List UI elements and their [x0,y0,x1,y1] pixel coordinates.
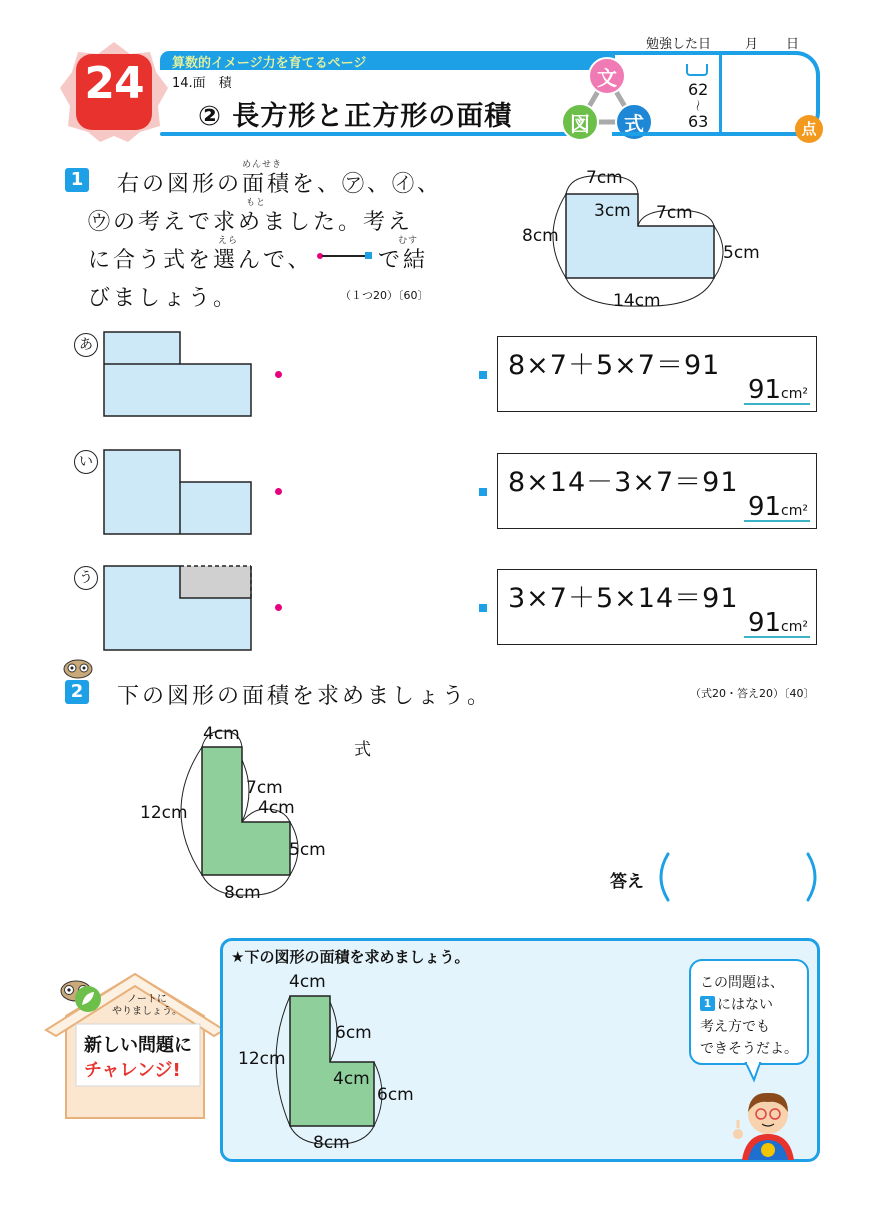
option-u-left-dot[interactable] [275,604,282,611]
q2-label-left: 12cm [140,803,188,823]
day-label: 日 [786,37,800,52]
q2-formula-label: 式 [354,740,371,760]
score-label: 点 [801,120,817,138]
equation-box-3 [497,569,817,645]
q1-label-left: 8cm [522,226,559,246]
hero-character [728,1086,808,1160]
title-underline [160,132,580,136]
equation-2: 8×14－3×7＝91 [508,467,739,498]
connector-sample [317,250,373,262]
triad-bun: 文 [597,66,617,90]
q2-label-bottom: 8cm [224,883,261,903]
q2-answer-field[interactable] [654,850,824,904]
option-u-figure [103,564,255,654]
bubble-line1: この問題は、 [700,975,784,991]
ruby-moto: もと [246,198,267,208]
option-i-left-dot[interactable] [275,488,282,495]
bubble-ref: 1 [703,997,712,1010]
challenge-note: ノートに やりましょう。 [112,994,182,1017]
q1-line2: ㋒の考えで求めました。考え [88,210,414,235]
page-ref-sep: ～ [690,99,705,112]
challenge-label-inner-top: 4cm [333,1069,370,1089]
bubble-line3: 考え方でも [700,1019,770,1035]
challenge-label-bottom: 8cm [313,1133,350,1153]
q1-line1: 右の図形の面積を、㋐、㋑、 [117,172,443,197]
month-label: 月 [745,37,759,52]
leaf-icon [74,985,102,1013]
q1-number: 1 [70,169,84,190]
equation-1: 8×7＋5×7＝91 [508,350,721,381]
page-title: ② 長方形と正方形の面積 [198,101,513,132]
q1-label-right: 5cm [723,243,760,263]
challenge-figure-shape [290,996,374,1126]
header [0,0,879,150]
equation-1-answer: 91cm² [747,375,808,405]
ruby-menseki: めんせき [242,160,283,170]
bubble-line2: にはない [717,997,773,1013]
triad-shiki: 式 [624,112,644,136]
challenge-label-right: 6cm [377,1085,414,1105]
q2-points: （式20・答え20）〔40〕 [690,687,815,700]
option-i-label: い [74,450,98,474]
q2-label-inner-right: 7cm [246,778,283,798]
q1-label-bottom: 14cm [613,291,661,311]
q2-number: 2 [70,681,84,702]
q2-text: 下の図形の面積を求めましょう。 [117,684,493,709]
option-i-figure [103,448,255,538]
option-a-label: あ [74,333,98,357]
option-u-right-dot[interactable] [479,604,487,612]
chapter-label: 14.面 積 [172,76,232,91]
option-u-label: う [74,566,98,590]
option-a-left-dot[interactable] [275,371,282,378]
q1-points: （１つ20）〔60〕 [340,289,429,302]
q2-label-right: 5cm [289,840,326,860]
q2-label-inner-top: 4cm [258,798,295,818]
q1-line3-end: で結 [378,248,429,273]
challenge-prompt: ★下の図形の面積を求めましょう。 [231,948,470,966]
equation-box-2 [497,453,817,529]
challenge-label-top: 4cm [289,972,326,992]
equation-2-answer: 91cm² [747,492,808,522]
q1-label-top: 7cm [586,168,623,188]
q1-label-inner-top: 7cm [656,203,693,223]
unit-number: 24 [84,58,144,109]
bubble-line4: できそうだよ。 [700,1041,798,1057]
q1-label-inner-left: 3cm [594,201,631,221]
q1-line4: びましょう。 [88,286,239,311]
option-i-right-dot[interactable] [479,488,487,496]
date-divider [719,51,722,136]
challenge-label-inner-right: 6cm [335,1023,372,1043]
study-date-label: 勉強した日 [646,37,712,52]
banner-text: 算数的イメージ力を育てるページ [172,56,367,71]
challenge-title-line1: 新しい問題に [84,1035,192,1056]
page-ref-bottom: 63 [688,112,709,131]
equation-box-1 [497,336,817,412]
page-ref-top: 62 [688,80,709,99]
ruby-musu: むす [398,236,419,246]
q2-label-top: 4cm [203,724,240,744]
ruby-era: えら [218,236,239,246]
challenge-label-left: 12cm [238,1049,286,1069]
option-a-right-dot[interactable] [479,371,487,379]
book-icon [686,64,708,76]
triad-zu: 図 [570,112,590,136]
equation-3-answer: 91cm² [747,608,808,638]
challenge-title-line2: チャレンジ! [84,1060,181,1081]
q1-line3: に合う式を選んで、 [88,248,313,273]
equation-3: 3×7＋5×14＝91 [508,583,739,614]
q2-answer-label: 答え [610,872,644,892]
tanuki-icon [62,655,94,679]
option-a-figure [103,330,255,420]
date-score-box [612,51,820,136]
